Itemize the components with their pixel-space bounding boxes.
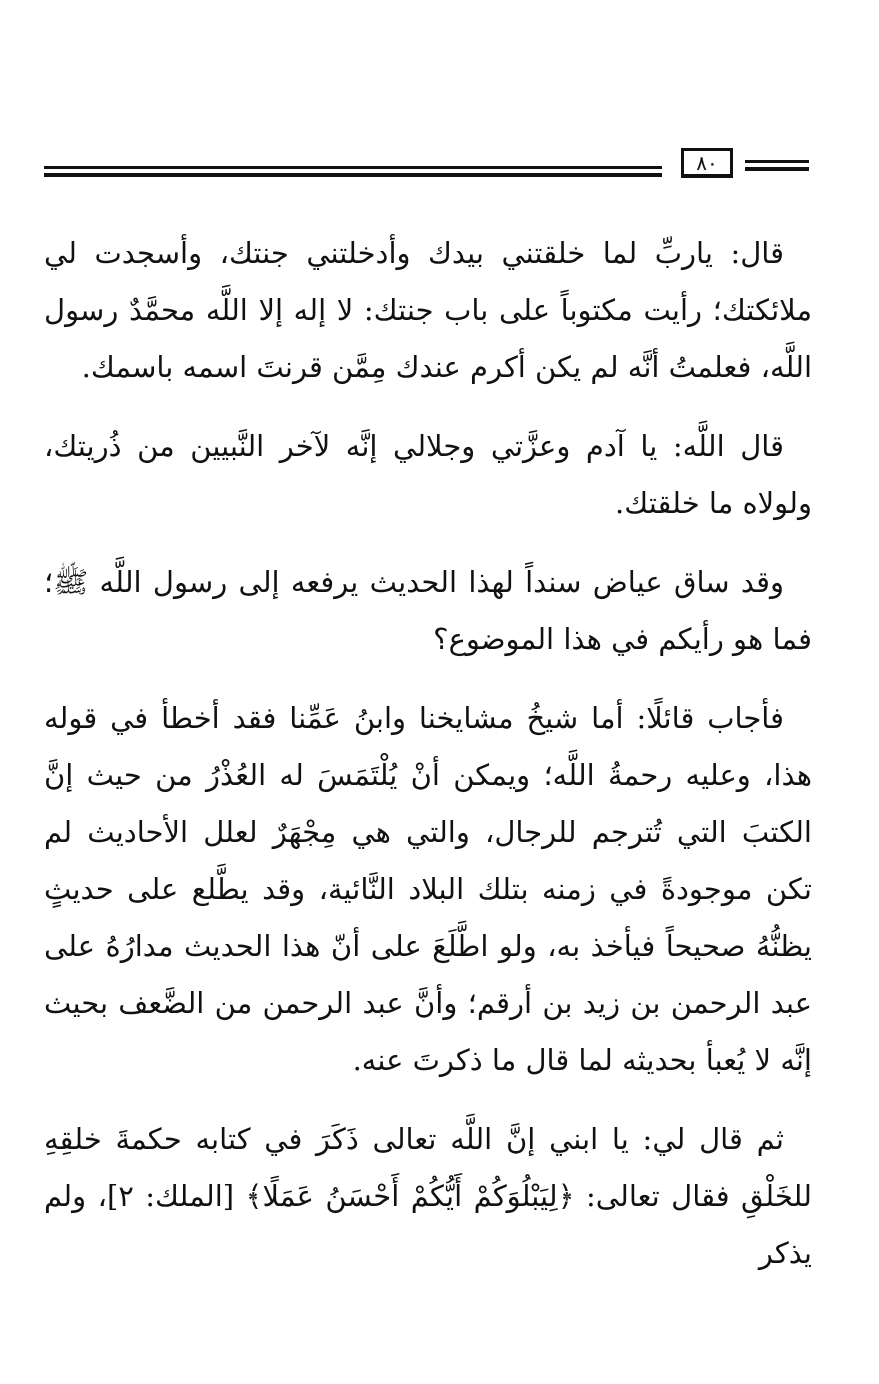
paragraph: فأجاب قائلًا: أما شيخُ مشايخنا وابنُ عَمِّنا فقد أخطأ في قوله هذا، وعليه رحمةُ اللَّه؛ ويمكن أنْ يُلْتَمَسَ له العُذْرُ من حيث إنَّ الكتبَ التي تُترجم للرجال، والتي هي مِجْهَرٌ لعلل الأحاديث لم تكن موجودةً في زمنه بتلك البلاد النَّائية، وقد يطَّلع على حديثٍ يظنُّهُ صحيحاً فيأخذ به، ولو اطَّلَعَ على أنّ هذا الحديث مدارُهُ على عبد الرحمن بن زيد بن أرقم؛ وأنَّ عبد الرحمن من الضَّعف بحيث إنَّه لا يُعبأ بحديثه لما قال ما ذكرتَ عنه.	[44, 701, 812, 1077]
page-number: ٨٠	[681, 148, 733, 178]
rule-line	[745, 160, 809, 163]
paragraph: قال اللَّه: يا آدم وعزَّتي وجلالي إنَّه لآخر النَّبيين من ذُريتك، ولولاه ما خلقتك.	[44, 429, 812, 520]
rule-line	[745, 167, 809, 171]
rule-line	[44, 173, 662, 177]
page-header	[0, 0, 879, 200]
paragraph: ثم قال لي: يا ابني إنَّ اللَّه تعالى ذَكَرَ في كتابه حكمةَ خلقِهِ للخَلْقِ فقال تعالى: ﴿لِيَبْلُوَكُمْ أَيُّكُمْ أَحْسَنُ عَمَلًا﴾ [الملك: ٢]، ولم يذكر	[44, 1122, 812, 1270]
header-double-rule-right	[745, 160, 809, 174]
page-body	[44, 225, 812, 1304]
rule-line	[44, 166, 662, 169]
paragraph: قال: ياربِّ لما خلقتني بيدك وأدخلتني جنتك، وأسجدت لي ملائكتك؛ رأيت مكتوباً على باب جنتك: لا إله إلا اللَّه محمَّدٌ رسول اللَّه، فعلمتُ أنَّه لم يكن أكرم عندك مِمَّن قرنتَ اسمه باسمك.	[44, 236, 812, 384]
header-double-rule-left	[44, 166, 662, 180]
paragraph: وقد ساق عياض سنداً لهذا الحديث يرفعه إلى رسول اللَّه ﷺ؛ فما هو رأيكم في هذا الموضوع؟	[44, 565, 812, 656]
